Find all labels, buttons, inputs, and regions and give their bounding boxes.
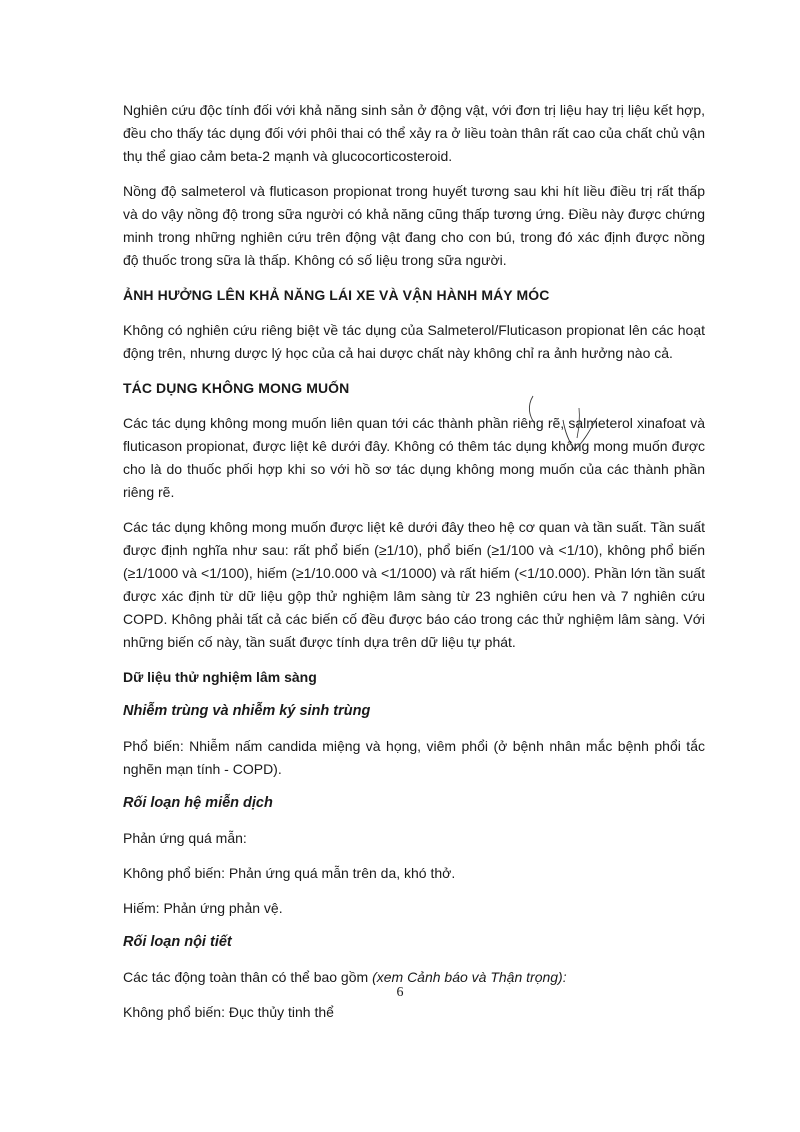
systemic-effects-text: Các tác động toàn thân có thể bao gồm xyxy=(123,969,373,985)
paragraph-adverse-components: Các tác dụng không mong muốn liên quan tới các thành phần riêng rẽ, salmeterol xinafoat và fluticason propionat, được liệt kê dưới đây. Không có thêm tác dụng không mong muốn được cho là do thuốc phối hợp khi so với hồ sơ tác dụng không mong muốn của các thành phần riêng rẽ. xyxy=(123,415,705,500)
heading-infections: Nhiễm trùng và nhiễm ký sinh trùng xyxy=(123,703,371,719)
systemic-effects-reference: (xem Cảnh báo và Thận trọng): xyxy=(372,969,567,985)
handwritten-mark xyxy=(525,388,620,458)
paragraph-uncommon-hypersensitivity: Không phổ biến: Phản ứng quá mẫn trên da, khó thở. xyxy=(123,865,456,881)
page-number: 6 xyxy=(396,985,404,1000)
paragraph-infections: Phổ biến: Nhiễm nấm candida miệng và họng, viêm phổi (ở bệnh nhân mắc bệnh phổi tắc nghẽn mạn tính - COPD). xyxy=(123,738,705,777)
heading-endocrine: Rối loạn nội tiết xyxy=(123,934,232,950)
paragraph-anaphylaxis: Hiếm: Phản ứng phản vệ. xyxy=(123,900,283,916)
paragraph-reproductive-toxicity: Nghiên cứu độc tính đối với khả năng sinh sản ở động vật, với đơn trị liệu hay trị liệu kết hợp, đều cho thấy tác dụng đối với phôi thai có thể xảy ra ở liều toàn thân rất cao của chất chủ vận thụ thể giao cảm beta-2 mạnh và glucocorticosteroid. xyxy=(123,102,705,164)
heading-adverse-effects: TÁC DỤNG KHÔNG MONG MUỐN xyxy=(123,380,350,396)
heading-immune: Rối loạn hệ miễn dịch xyxy=(123,795,273,811)
paragraph-frequency-definition: Các tác dụng không mong muốn được liệt kê dưới đây theo hệ cơ quan và tần suất. Tần suất được định nghĩa như sau: rất phổ biến (≥1/10), phổ biến (≥1/100 và <1/10), không phổ biến (≥1/1000 và <1/100), hiếm (≥1/10.000 và <1/1000) và rất hiếm (<1/10.000). Phần lớn tần suất được xác định từ dữ liệu gộp thử nghiệm lâm sàng từ 23 nghiên cứu hen và 7 nghiên cứu COPD. Không phải tất cả các biến cố đều được báo cáo trong các thử nghiệm lâm sàng. Với những biến cố này, tần suất được tính dựa trên dữ liệu tự phát. xyxy=(123,519,705,650)
paragraph-hypersensitivity: Phản ứng quá mẫn: xyxy=(123,830,247,846)
paragraph-cataract: Không phổ biến: Đục thủy tinh thể xyxy=(123,1004,334,1020)
document-body xyxy=(123,99,705,1024)
heading-driving: ẢNH HƯỞNG LÊN KHẢ NĂNG LÁI XE VÀ VẬN HÀNH MÁY MÓC xyxy=(123,287,550,303)
paragraph-driving: Không có nghiên cứu riêng biệt về tác dụng của Salmeterol/Fluticason propionat lên các hoạt động trên, nhưng dược lý học của cả hai dược chất này không chỉ ra ảnh hưởng nào cả. xyxy=(123,322,705,361)
paragraph-breastfeeding: Nồng độ salmeterol và fluticason propionat trong huyết tương sau khi hít liều điều trị rất thấp và do vậy nồng độ trong sữa người có khả năng cũng thấp tương ứng. Điều này được chứng minh trong những nghiên cứu trên động vật đang cho con bú, trong đó xác định được nồng độ thuốc trong sữa là thấp. Không có số liệu trong sữa người. xyxy=(123,183,705,268)
heading-clinical-data: Dữ liệu thử nghiệm lâm sàng xyxy=(123,669,317,685)
